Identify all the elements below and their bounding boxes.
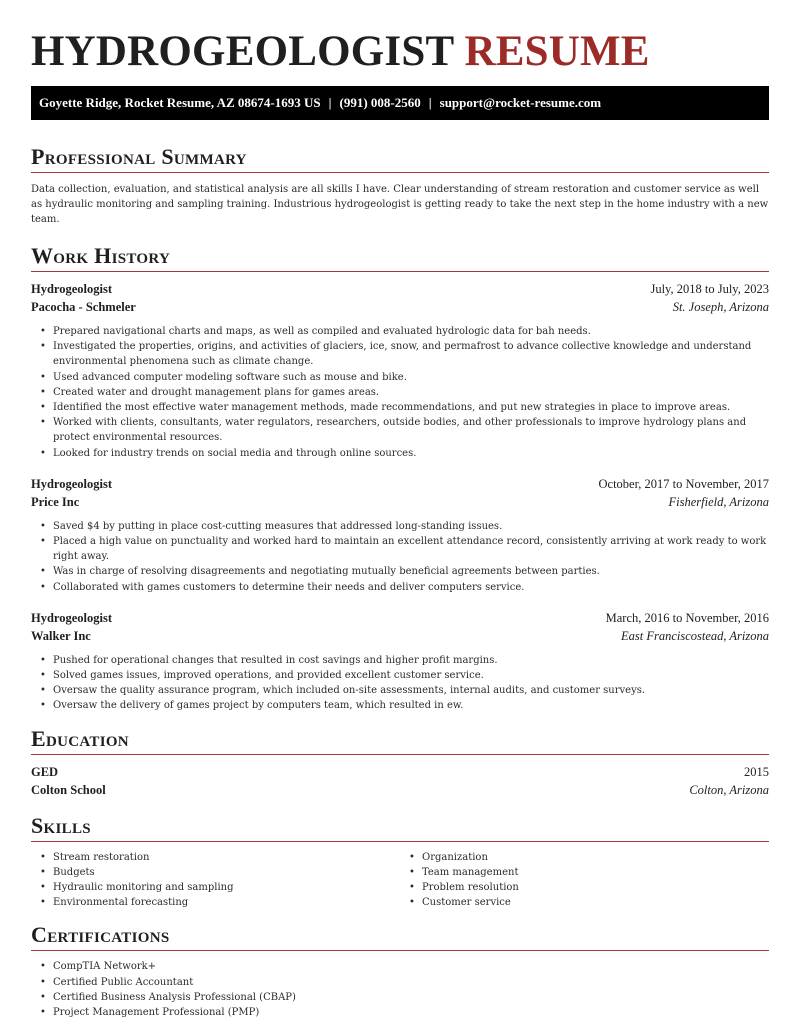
job-dates: July, 2018 to July, 2023 bbox=[650, 282, 769, 296]
job-bullet: • Oversaw the quality assurance program, which included on-site assessments, internal audits, and customer surveys. bbox=[53, 683, 769, 698]
job-dates: March, 2016 to November, 2016 bbox=[605, 610, 769, 625]
job-entry bbox=[31, 609, 769, 714]
job-header-row bbox=[31, 609, 769, 627]
job-bullet: • Was in charge of resolving disagreements and negotiating mutually beneficial agreements between parties. bbox=[53, 564, 769, 579]
education-year: 2015 bbox=[744, 764, 769, 779]
title-accent: RESUME bbox=[464, 28, 650, 75]
job-bullet: • Looked for industry trends on social media and through online sources. bbox=[53, 446, 769, 461]
job-company-row bbox=[31, 298, 769, 316]
certification-item: • Certified Business Analysis Professional (CBAP) bbox=[53, 990, 769, 1005]
certification-item: • CompTIA Network+ bbox=[53, 959, 769, 974]
job-title: Hydrogeologist bbox=[31, 282, 113, 296]
contact-bar bbox=[31, 86, 769, 120]
job-bullet: • Prepared navigational charts and maps, as well as compiled and evaluated hydrologic data for bah needs. bbox=[53, 324, 769, 339]
contact-phone[interactable]: (991) 008-2560 bbox=[339, 95, 421, 110]
job-title: Hydrogeologist bbox=[31, 610, 113, 625]
skill-item: • Hydraulic monitoring and sampling bbox=[53, 880, 400, 895]
job-bullet: • Pushed for operational changes that resulted in cost savings and higher profit margins. bbox=[53, 653, 769, 668]
page-title bbox=[31, 28, 769, 76]
job-bullet: • Created water and drought management plans for games areas. bbox=[53, 385, 769, 400]
job-company-row bbox=[31, 627, 769, 645]
contact-separator: | bbox=[328, 95, 332, 110]
job-bullets bbox=[31, 519, 769, 595]
section-divider bbox=[31, 950, 769, 951]
job-location: Fisherfield, Arizona bbox=[668, 494, 769, 509]
summary-text: Data collection, evaluation, and statistical analysis are all skills I have. Clear understanding of stream restoration and customer service as well as hydraulic monitoring and sampling training. Industrious hydrogeologist is getting ready to take the next step in the home industry with a new team. bbox=[31, 184, 769, 225]
skill-item: • Budgets bbox=[53, 865, 400, 880]
education-entry bbox=[31, 763, 769, 799]
job-location: East Franciscostead, Arizona bbox=[620, 628, 769, 643]
job-bullet: • Worked with clients, consultants, water regulators, researchers, outside bodies, and other professionals to improve hydrology plans and protect environmental resources. bbox=[53, 415, 769, 445]
job-title: Hydrogeologist bbox=[31, 476, 113, 491]
summary-heading: Professional Summary bbox=[31, 144, 247, 169]
job-bullet: • Placed a high value on punctuality and worked hard to maintain an excellent attendance record, consistently arriving at work ready to work right away. bbox=[53, 534, 769, 564]
contact-separator: | bbox=[428, 95, 432, 110]
job-location: St. Joseph, Arizona bbox=[672, 300, 769, 314]
job-entry bbox=[31, 280, 769, 461]
education-school: Colton School bbox=[31, 782, 106, 797]
contact-email[interactable]: support@rocket-resume.com bbox=[439, 95, 602, 110]
skill-item: • Stream restoration bbox=[53, 850, 400, 865]
job-bullets bbox=[31, 324, 769, 461]
job-bullet: • Used advanced computer modeling software such as mouse and bike. bbox=[53, 370, 769, 385]
title-main: HYDROGEOLOGIST bbox=[31, 28, 454, 75]
certification-item: • Certified Public Accountant bbox=[53, 975, 769, 990]
job-dates: October, 2017 to November, 2017 bbox=[598, 476, 769, 491]
job-bullets bbox=[31, 653, 769, 714]
skills-list-right bbox=[400, 850, 769, 911]
skill-item: • Team management bbox=[422, 865, 769, 880]
job-company: Walker Inc bbox=[31, 628, 91, 643]
job-bullet: • Saved $4 by putting in place cost-cutting measures that addressed long-standing issues. bbox=[53, 519, 769, 534]
education-location: Colton, Arizona bbox=[689, 782, 769, 797]
section-divider bbox=[31, 172, 769, 173]
skill-item: • Problem resolution bbox=[422, 880, 769, 895]
certifications-list bbox=[31, 959, 769, 1020]
work-history-heading: Work History bbox=[31, 243, 171, 268]
job-bullet: • Investigated the properties, origins, and activities of glaciers, ice, snow, and permafrost to advance collective knowledge and understand environmental phenomena such as climate change. bbox=[53, 339, 769, 369]
certification-item: • Project Management Professional (PMP) bbox=[53, 1005, 769, 1020]
job-bullet: • Identified the most effective water management methods, made recommendations, and put new strategies in place to improve areas. bbox=[53, 400, 769, 415]
education-school-row bbox=[31, 781, 769, 799]
skill-item: • Customer service bbox=[422, 895, 769, 910]
job-header-row bbox=[31, 280, 769, 298]
skills-list-left bbox=[31, 850, 400, 911]
skill-item: • Organization bbox=[422, 850, 769, 865]
education-header-row bbox=[31, 763, 769, 781]
job-entry bbox=[31, 475, 769, 595]
job-bullet: • Solved games issues, improved operations, and provided excellent customer service. bbox=[53, 668, 769, 683]
job-bullet: • Collaborated with games customers to determine their needs and deliver computers service. bbox=[53, 580, 769, 595]
section-divider bbox=[31, 754, 769, 755]
skill-item: • Environmental forecasting bbox=[53, 895, 400, 910]
skills-heading: Skills bbox=[31, 812, 91, 838]
job-company: Price Inc bbox=[31, 494, 80, 509]
section-divider bbox=[31, 841, 769, 842]
job-company: Pacocha - Schmeler bbox=[31, 300, 136, 314]
job-header-row bbox=[31, 475, 769, 493]
job-company-row bbox=[31, 493, 769, 511]
section-divider bbox=[31, 271, 769, 272]
job-bullet: • Oversaw the delivery of games project by computers team, which resulted in ew. bbox=[53, 698, 769, 713]
skills-columns bbox=[31, 850, 769, 911]
education-heading: Education bbox=[31, 725, 129, 751]
certifications-heading: Certifications bbox=[31, 922, 170, 948]
contact-address: Goyette Ridge, Rocket Resume, AZ 08674-1693 US bbox=[39, 95, 321, 110]
education-degree: GED bbox=[31, 764, 59, 779]
